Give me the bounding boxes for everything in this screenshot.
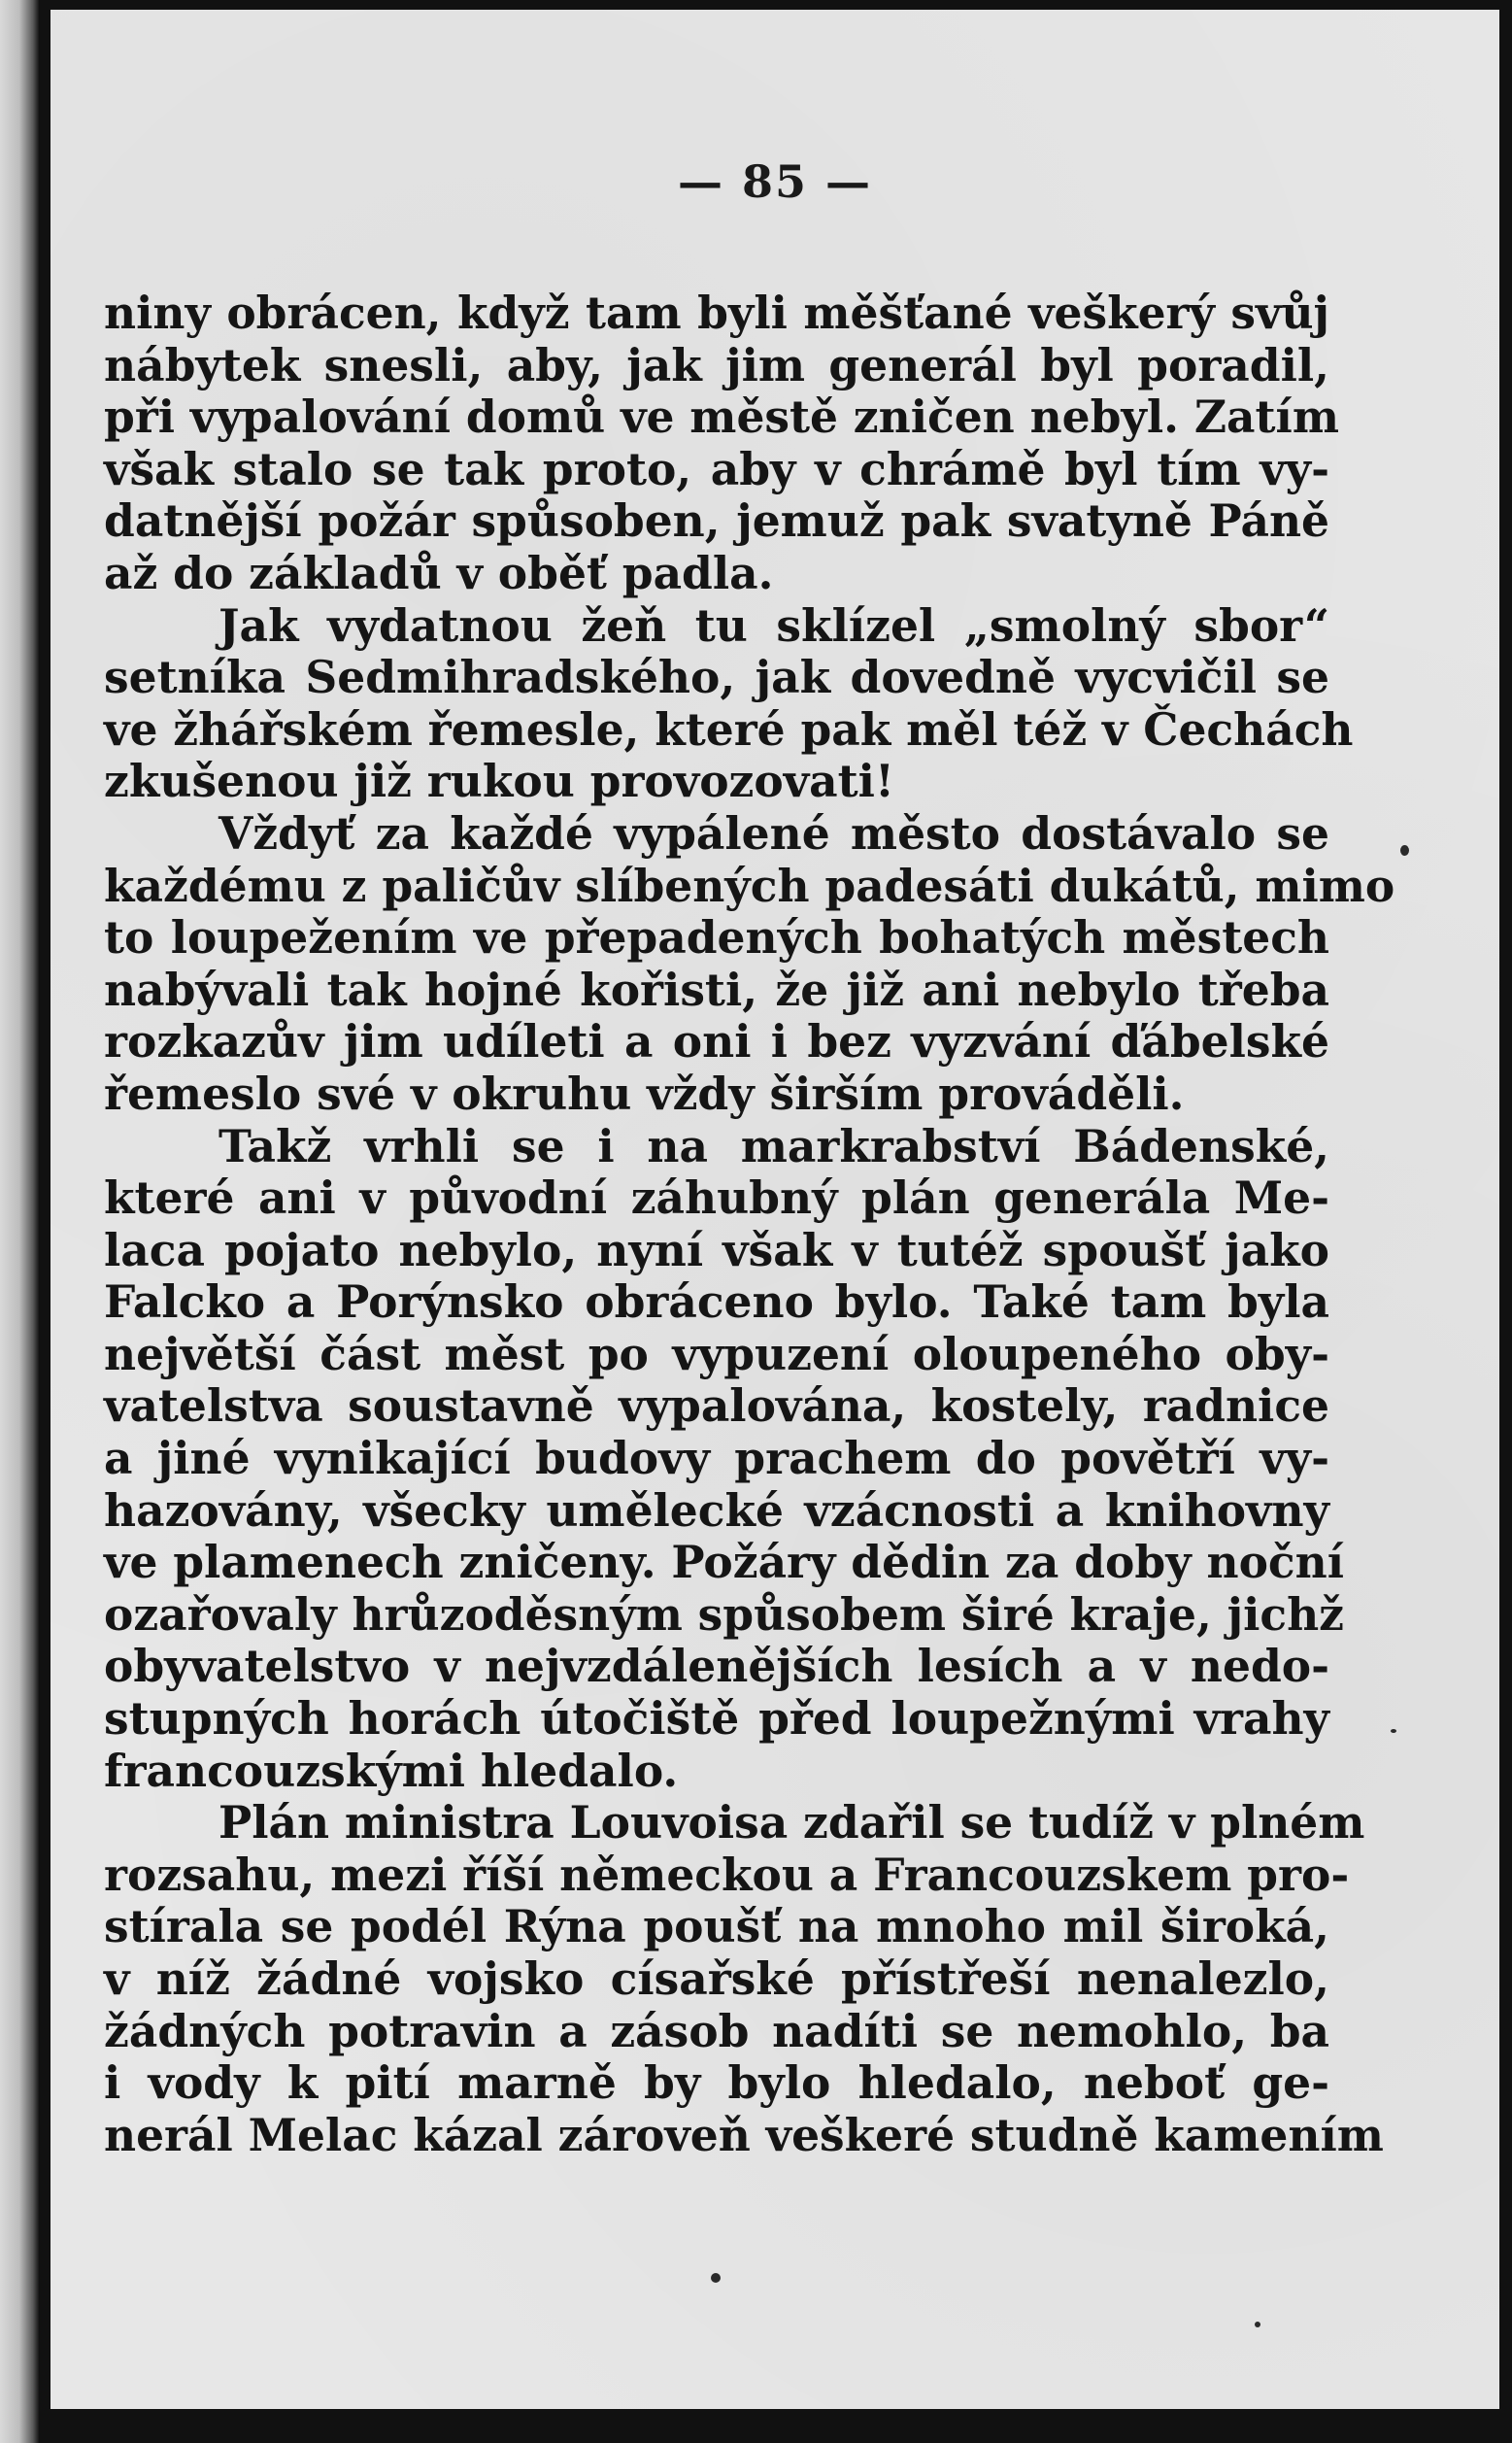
text-line: Plán ministra Louvoisa zdařil se tudíž v plném: [218, 1796, 1365, 1849]
text-line: a jiné vynikající budovy prachem do povětří vy-: [104, 1432, 1329, 1485]
body-text: [104, 287, 1395, 2161]
book-page: [50, 10, 1499, 2409]
text-line: však stalo se tak proto, aby v chrámě byl tím vy-: [104, 442, 1329, 495]
text-line: žádných potravin a zásob nadíti se nemohlo, ba: [104, 2004, 1329, 2057]
text-line: i vody k pití marně by bylo hledalo, neboť ge-: [104, 2056, 1329, 2110]
text-line: rozkazův jim udíleti a oni i bez vyzvání ďábelské: [104, 1015, 1329, 1069]
text-line: laca pojato nebylo, nyní však v tutéž spoušť jako: [104, 1223, 1329, 1276]
page-number: — 85 —: [677, 155, 873, 208]
text-line: Vždyť za každé vypálené město dostávalo se: [218, 806, 1329, 860]
text-line: ve plamenech zničeny. Požáry dědin za doby noční: [104, 1536, 1344, 1589]
text-line: francouzskými hledalo.: [104, 1744, 679, 1797]
text-line: nabývali tak hojné kořisti, že již ani nebylo třeba: [104, 963, 1329, 1016]
text-line: Jak vydatnou žeň tu sklízel „smolný sbor“: [218, 598, 1329, 652]
text-line: každému z paličův slíbených padesáti dukátů, mimo: [104, 859, 1395, 912]
text-line: Falcko a Porýnsko obráceno bylo. Také tam byla: [104, 1275, 1329, 1329]
paragraph: [104, 806, 1395, 1121]
text-line: datnější požár spůsoben, jemuž pak svatyně Páně: [104, 494, 1329, 548]
paragraph: [104, 1796, 1384, 2161]
paragraph: [104, 1119, 1344, 1798]
text-line: vatelstva soustavně vypalována, kostely, radnice: [104, 1379, 1329, 1433]
text-line: zkušenou již rukou provozovati!: [104, 755, 894, 808]
text-line: Takž vrhli se i na markrabství Bádenské,: [218, 1119, 1329, 1172]
text-line: obyvatelstvo v nejvzdálenějších lesích a v nedo-: [104, 1640, 1329, 1693]
text-line: hazovány, všecky umělecké vzácnosti a knihovny: [104, 1483, 1329, 1537]
scan-speck: [1400, 845, 1409, 856]
book-binding-edge: [0, 0, 39, 2443]
paragraph: [104, 598, 1354, 808]
scan-speck: [1391, 1729, 1396, 1733]
text-line: stupných horách útočiště před loupežnými vrahy: [104, 1692, 1329, 1746]
text-line: při vypalování domů ve městě zničen nebyl. Zatím: [104, 390, 1339, 444]
text-line: řemeslo své v okruhu vždy širším prováděli.: [104, 1067, 1185, 1120]
text-line: nábytek snesli, aby, jak jim generál byl poradil,: [104, 338, 1329, 391]
text-line: největší část měst po vypuzení oloupeného oby-: [104, 1327, 1329, 1380]
text-line: ve žhářském řemesle, které pak měl též v Čechách: [104, 702, 1354, 756]
paragraph: [104, 287, 1339, 600]
text-line: které ani v původní záhubný plán generála Me-: [104, 1171, 1329, 1225]
text-line: až do základů v oběť padla.: [104, 546, 774, 599]
text-line: setníka Sedmihradského, jak dovedně vycvičil se: [104, 651, 1329, 704]
text-line: niny obrácen, když tam byli měšťané veškerý svůj: [104, 287, 1329, 339]
text-line: stírala se podél Rýna poušť na mnoho mil široká,: [104, 1900, 1329, 1953]
text-line: rozsahu, mezi říší německou a Francouzskem pro-: [104, 1848, 1350, 1901]
text-line: to loupežením ve přepadených bohatých městech: [104, 911, 1329, 965]
text-line: v níž žádné vojsko císařské přístřeší nenalezlo,: [104, 1952, 1329, 2005]
text-line: ozařovaly hrůzoděsným spůsobem širé kraje, jichž: [104, 1587, 1344, 1641]
text-line: nerál Melac kázal zároveň veškeré studně kamením: [104, 2108, 1384, 2161]
scan-speck: [1255, 2322, 1260, 2327]
scan-speck: [711, 2273, 721, 2283]
